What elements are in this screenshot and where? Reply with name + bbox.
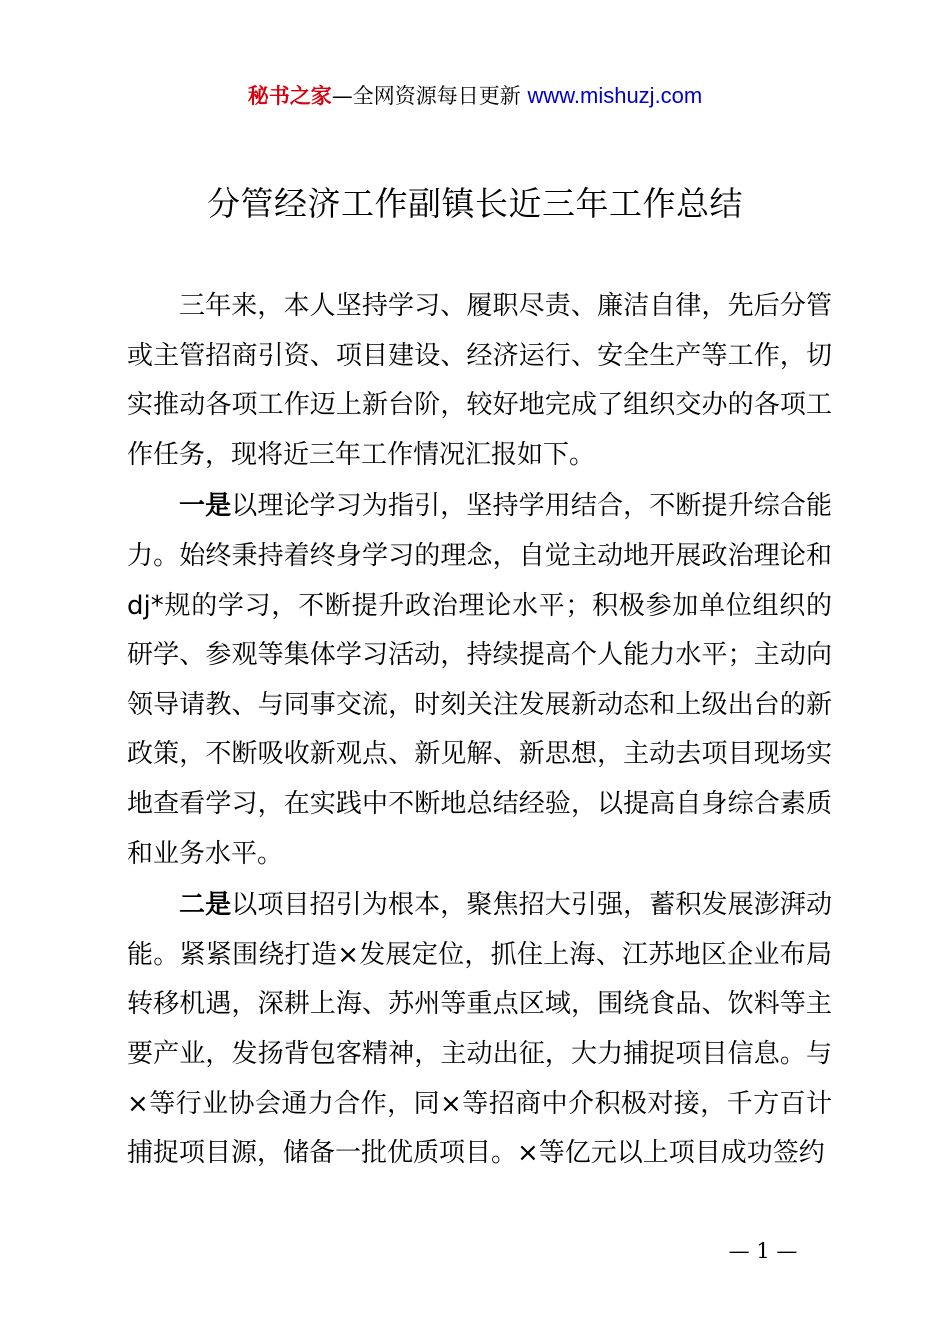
site-header — [0, 80, 950, 112]
paragraph-point-one — [127, 482, 832, 879]
paragraph-intro — [127, 282, 832, 480]
page-number: — 1 — — [728, 1239, 798, 1263]
header-tagline: —全网资源每日更新 — [331, 84, 528, 108]
paragraph-text: 以理论学习为指引，坚持学用结合，不断提升综合能力。始终秉持着终身学习的理念，自觉主动地开展政治理论和dj*规的学习，不断提升政治理论水平；积极参加单位组织的研学、参观等集体学习活动，持续提高个人能力水平；主动向领导请教、与同事交流，时刻关注发展新动态和上级出台的新政策，不断吸收新观点、新见解、新思想，主动去项目现场实地查看学习，在实践中不断地总结经验，以提高自身综合素质和业务水平。 — [127, 491, 832, 869]
brand-name: 秘书之家 — [247, 84, 332, 108]
document-body — [127, 282, 832, 1181]
paragraph-lead: 二是 — [179, 890, 232, 921]
paragraph-point-two — [127, 881, 832, 1179]
site-url-link[interactable]: www.mishuzj.com — [527, 83, 703, 108]
paragraph-text: 三年来，本人坚持学习、履职尽责、廉洁自律，先后分管或主管招商引资、项目建设、经济运行、安全生产等工作，切实推动各项工作迈上新台阶，较好地完成了组织交办的各项工作任务，现将近三年工作情况汇报如下。 — [127, 291, 832, 470]
document-title: 分管经济工作副镇长近三年工作总结 — [207, 184, 743, 223]
paragraph-text: 以项目招引为根本，聚焦招大引强，蓄积发展澎湃动能。紧紧围绕打造×发展定位，抓住上海、江苏地区企业布局转移机遇，深耕上海、苏州等重点区域，围绕食品、饮料等主要产业，发扬背包客精神，主动出征，大力捕捉项目信息。与×等行业协会通力合作，同×等招商中介积极对接，千方百计捕捉项目源，储备一批优质项目。×等亿元以上项目成功签约 — [127, 890, 832, 1169]
paragraph-lead: 一是 — [179, 491, 232, 522]
